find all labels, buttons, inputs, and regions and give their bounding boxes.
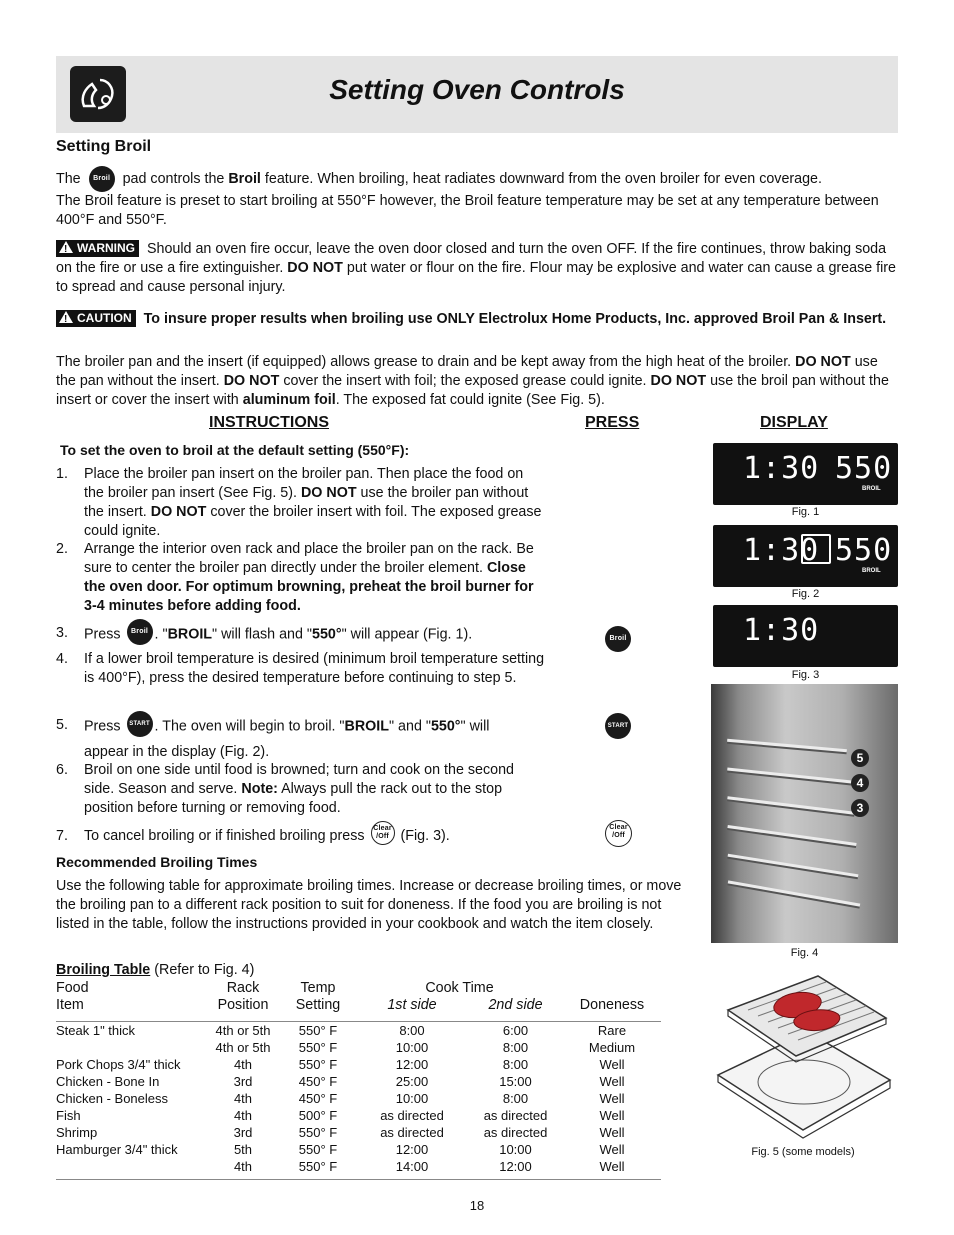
table-cell: 500° F: [298, 1108, 338, 1123]
table-cell: 4th or 5th: [215, 1023, 271, 1038]
table-row: [56, 1056, 661, 1073]
table-cell: Food: [56, 980, 89, 996]
table-cell: 5th: [233, 1142, 253, 1157]
table-cell: 4th: [233, 1091, 253, 1106]
table-cell: 4th or 5th: [215, 1040, 271, 1055]
table-cell: Well: [599, 1125, 625, 1140]
press-heading: PRESS: [585, 414, 640, 431]
page-title: Setting Oven Controls: [329, 74, 625, 105]
table-cell: 10:00: [499, 1142, 532, 1157]
table-cell: Shrimp: [56, 1125, 98, 1140]
table-cell: Well: [599, 1159, 625, 1174]
table-cell: 1st side: [387, 997, 437, 1013]
table-cell: Rare: [597, 1023, 627, 1038]
table-cell: 3rd: [233, 1125, 253, 1140]
table-cell: [563, 980, 661, 997]
broiler-pan-illustration: [708, 970, 898, 1140]
table-cell: Steak 1" thick: [56, 1023, 136, 1038]
table-cell: Rack: [226, 980, 260, 996]
alert-triangle-icon: [59, 241, 73, 253]
table-cell: 450° F: [298, 1091, 338, 1106]
table-cell: 14:00: [395, 1159, 429, 1174]
table-cell: Position: [217, 997, 269, 1013]
broiling-table: [56, 980, 661, 1175]
intro-paragraph-2: The Broil feature is preset to start broiling at 550°F however, the Broil feature temperature may be set at any temperature between 400°F and 550°F.: [56, 193, 879, 228]
table-cell: 4th: [233, 1159, 253, 1174]
table-cell: Temp: [300, 980, 336, 996]
table-title: Broiling Table (Refer to Fig. 4): [56, 962, 255, 978]
rack-5-label: 5: [851, 749, 869, 767]
table-cell: 550° F: [298, 1125, 338, 1140]
start-pad-icon: START: [127, 711, 153, 737]
table-cell: 12:00: [395, 1057, 429, 1072]
table-cell: Hamburger 3/4" thick: [56, 1142, 178, 1157]
table-cell: 550° F: [298, 1023, 338, 1038]
table-row: [56, 1107, 661, 1124]
rack-4-label: 4: [851, 774, 869, 792]
table-cell: 4th: [233, 1057, 253, 1072]
oven-interior-photo: [711, 684, 898, 943]
table-cell: Well: [599, 1074, 625, 1089]
clear-off-pad-icon: Clear /Off: [371, 821, 395, 845]
table-row: [56, 1124, 661, 1141]
warning-badge: !WARNING: [56, 240, 139, 257]
table-cell: 8:00: [502, 1091, 529, 1106]
table-row: [56, 1090, 661, 1107]
fig-1-caption: Fig. 1: [791, 506, 820, 518]
warning-paragraph: !WARNING Should an oven fire occur, leave the oven door closed and turn the oven OFF. If the fire continues, throw baking soda on the fire or use a fire extinguisher. DO NOT put water or flour on the fire. Flour may be explosive and water can cause a grease fire to spread and cause personal injury.: [56, 240, 901, 297]
table-cell: Fish: [56, 1108, 81, 1123]
broil-button[interactable]: Broil: [605, 626, 631, 652]
table-cell: Setting: [295, 997, 341, 1013]
section-title: Setting Broil: [56, 138, 152, 155]
table-cell: 2nd side: [488, 997, 543, 1013]
display-fig-1: 1:30 550 BROIL: [713, 443, 898, 505]
recommended-paragraph: Use the following table for approximate broiling times. Increase or decrease broiling times, or move the broiling pan to a different rack position to suit for doneness. If the food you are broiling is not listed in the table, follow the instructions provided in your cookbook and watch the item closely.: [56, 878, 682, 932]
broil-pad-icon: Broil: [89, 166, 115, 192]
table-cell: Pork Chops 3/4" thick: [56, 1057, 181, 1072]
table-cell: as directed: [380, 1108, 444, 1123]
table-row: [56, 1158, 661, 1175]
table-cell: Well: [599, 1091, 625, 1106]
recommended-title: Recommended Broiling Times: [56, 854, 258, 870]
table-cell: 4th: [233, 1108, 253, 1123]
table-cell: 550° F: [298, 1057, 338, 1072]
table-cell: 550° F: [298, 1159, 338, 1174]
table-cell: [56, 1039, 206, 1056]
table-cell: as directed: [483, 1108, 548, 1123]
table-cell: 10:00: [395, 1040, 429, 1055]
table-cell: 3rd: [233, 1074, 253, 1089]
table-cell: 12:00: [395, 1142, 429, 1157]
clear-off-button[interactable]: Clear /Off: [605, 820, 632, 847]
table-cell: 8:00: [399, 1023, 425, 1038]
table-row: [56, 1073, 661, 1090]
fig-4-caption: Fig. 4: [790, 947, 819, 959]
table-cell: 450° F: [298, 1074, 338, 1089]
table-cell: 10:00: [395, 1091, 429, 1106]
intro-paragraph-1: The Broil pad controls the Broil feature. When broiling, heat radiates downward from the oven broiler for even coverage.: [56, 166, 901, 192]
default-setting-heading: To set the oven to broil at the default setting (550°F):: [60, 442, 410, 458]
broil-pad-icon: Broil: [127, 619, 153, 645]
table-cell: Item: [56, 997, 84, 1013]
table-row: [56, 1022, 661, 1039]
table-cell: Well: [599, 1108, 625, 1123]
fig-5-caption: Fig. 5 (some models): [751, 1146, 855, 1158]
start-button[interactable]: START: [605, 713, 631, 739]
table-cell: Medium: [588, 1040, 636, 1055]
table-cell: 25:00: [395, 1074, 429, 1089]
page-number: 18: [469, 1198, 485, 1213]
table-cell: as directed: [380, 1125, 444, 1140]
table-cell: 6:00: [502, 1023, 529, 1038]
table-cell: [56, 1158, 206, 1175]
table-cell: 15:00: [499, 1074, 532, 1089]
display-heading: DISPLAY: [760, 414, 828, 431]
table-cell: Chicken - Bone In: [56, 1074, 160, 1089]
table-cell: Well: [599, 1057, 625, 1072]
table-row: [56, 1039, 661, 1056]
alert-triangle-icon: [59, 311, 73, 323]
table-bottom-rule: [56, 1179, 661, 1180]
instructions-heading: INSTRUCTIONS: [209, 414, 329, 431]
table-header-row: [56, 997, 661, 1014]
table-cell: Chicken - Boneless: [56, 1091, 168, 1106]
broiler-pan-paragraph: The broiler pan and the insert (if equipped) allows grease to drain and be kept away from the high heat of the broiler. DO NOT use the pan without the insert. DO NOT cover the insert with foil; the exposed grease could ignite. DO NOT use the broil pan without the insert or cover the insert with aluminum foil. The exposed fat could ignite (See Fig. 5).: [56, 354, 889, 408]
table-cell: Well: [599, 1142, 625, 1157]
table-cell: Cook Time: [425, 980, 494, 996]
table-cell: 550° F: [298, 1142, 338, 1157]
display-fig-2: 1:30 550 BROIL: [713, 525, 898, 587]
fig-2-caption: Fig. 2: [791, 588, 820, 600]
broil-element-indicator: [801, 534, 831, 564]
table-header-row: [56, 980, 661, 997]
display-fig-3: 1:30: [713, 605, 898, 667]
table-header-rule: [56, 1021, 661, 1022]
rack-3-label: 3: [851, 799, 869, 817]
fig-3-caption: Fig. 3: [791, 669, 820, 681]
caution-paragraph: !CAUTION To insure proper results when broiling use ONLY Electrolux Home Products, Inc. approved Broil Pan & Insert.: [56, 310, 901, 329]
table-row: [56, 1141, 661, 1158]
table-cell: 12:00: [499, 1159, 532, 1174]
table-cell: Doneness: [579, 997, 645, 1013]
table-cell: 550° F: [298, 1040, 338, 1055]
table-cell: 8:00: [502, 1057, 529, 1072]
table-cell: as directed: [483, 1125, 548, 1140]
caution-badge: !CAUTION: [56, 310, 136, 327]
table-cell: 8:00: [502, 1040, 529, 1055]
